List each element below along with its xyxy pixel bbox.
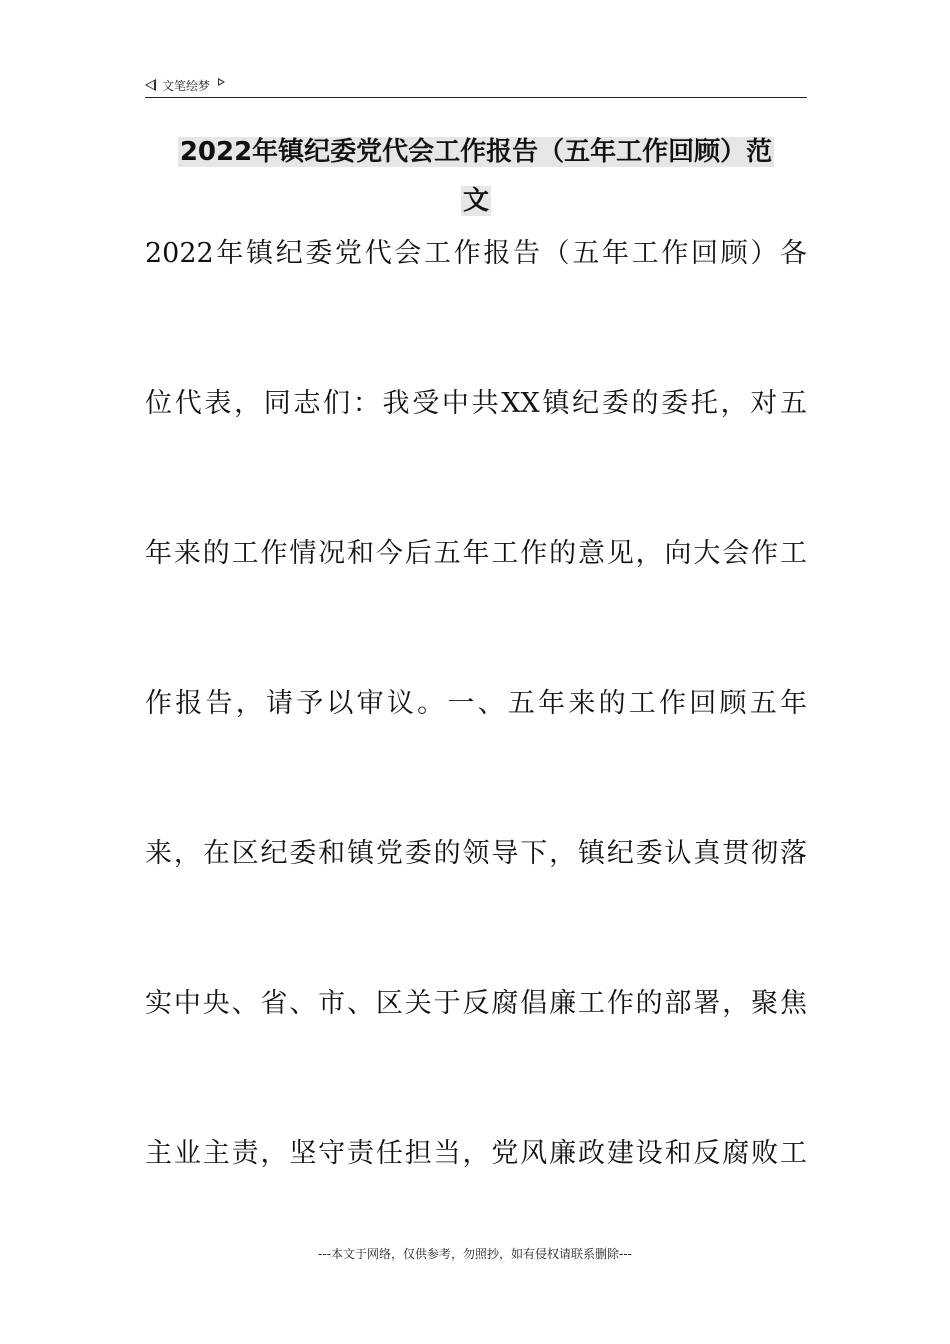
left-triangle-icon: [145, 79, 156, 91]
body-line: 位代表，同志们：我受中共XX镇纪委的委托，对五: [145, 388, 807, 419]
body-line: 实中央、省、市、区关于反腐倡廉工作的部署，聚焦: [145, 988, 807, 1019]
footer-disclaimer: ---本文于网络，仅供参考，勿照抄，如有侵权请联系删除---: [318, 1247, 632, 1261]
body-line: 2022年镇纪委党代会工作报告（五年工作回顾）各: [145, 238, 807, 269]
header-divider: [145, 97, 807, 98]
body-line: 主业主责，坚守责任担当，党风廉政建设和反腐败工: [145, 1138, 807, 1169]
body-line: 作报告，请予以审议。一、五年来的工作回顾五年: [145, 688, 807, 719]
document-title-line-1: 2022年镇纪委党代会工作报告（五年工作回顾）范: [179, 137, 773, 167]
body-line: 年来的工作情况和今后五年工作的意见，向大会作工: [145, 538, 807, 569]
page-header: [145, 74, 807, 96]
right-triangle-icon: [218, 78, 225, 86]
document-title-line-2: 文: [462, 186, 489, 216]
header-brand: 文笔绘梦: [162, 78, 211, 93]
body-line: 来，在区纪委和镇党委的领导下，镇纪委认真贯彻落: [145, 838, 807, 869]
